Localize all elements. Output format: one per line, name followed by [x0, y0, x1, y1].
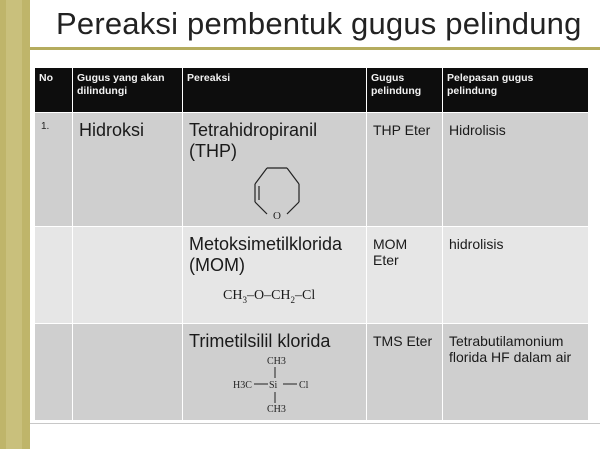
tms-left-methyl: H3C	[233, 380, 252, 391]
dihydropyran-structure	[183, 162, 367, 226]
decorative-side-bar	[0, 0, 30, 449]
header-pelindung: Gugus pelindung	[367, 68, 443, 113]
cell-pelepasan: Hidrolisis	[443, 113, 589, 227]
mom-formula: $CH_3-O-CH_2-Cl$	[223, 288, 316, 305]
table-row	[35, 113, 589, 227]
cell-no: 1.	[35, 113, 73, 227]
header-pelepasan: Pelepasan gugus pelindung	[443, 68, 589, 113]
tms-bottom-methyl: CH3	[267, 404, 286, 415]
cell-pereaksi: Tetrahidropiranil (THP) O	[183, 113, 367, 227]
tms-chlorine: Cl	[299, 380, 309, 391]
cell-gugus	[73, 227, 183, 324]
tmscl-structure	[183, 352, 367, 418]
title-divider	[30, 47, 600, 50]
reagent-table	[34, 67, 589, 421]
cell-pelindung: MOM Eter	[367, 227, 443, 324]
cell-pereaksi: Metoksimetilklorida (MOM) $CH_3-O-CH_2-Cl$	[183, 227, 367, 324]
side-bar-inner	[6, 0, 22, 449]
cell-no	[35, 324, 73, 421]
slide-title: Pereaksi pembentuk gugus pelindung	[56, 6, 582, 41]
table-row	[35, 324, 589, 421]
tms-top-methyl: CH3	[267, 356, 286, 367]
table-row	[35, 227, 589, 324]
header-no: No	[35, 68, 73, 113]
cell-pelepasan: Tetrabutilamonium florida HF dalam air	[443, 324, 589, 421]
tms-silicon: Si	[269, 380, 278, 391]
header-gugus: Gugus yang akan dilindungi	[73, 68, 183, 113]
cell-pelepasan: hidrolisis	[443, 227, 589, 324]
cell-pereaksi: Trimetilsilil klorida CH3 H3C Si Cl CH3	[183, 324, 367, 421]
cell-no	[35, 227, 73, 324]
cell-pelindung: TMS Eter	[367, 324, 443, 421]
cell-pelindung: THP Eter	[367, 113, 443, 227]
ring-oxygen-label: O	[273, 210, 281, 222]
header-pereaksi: Pereaksi	[183, 68, 367, 113]
table-header-row	[35, 68, 589, 113]
cell-gugus	[73, 324, 183, 421]
cell-gugus: Hidroksi	[73, 113, 183, 227]
footer-divider	[30, 423, 600, 424]
